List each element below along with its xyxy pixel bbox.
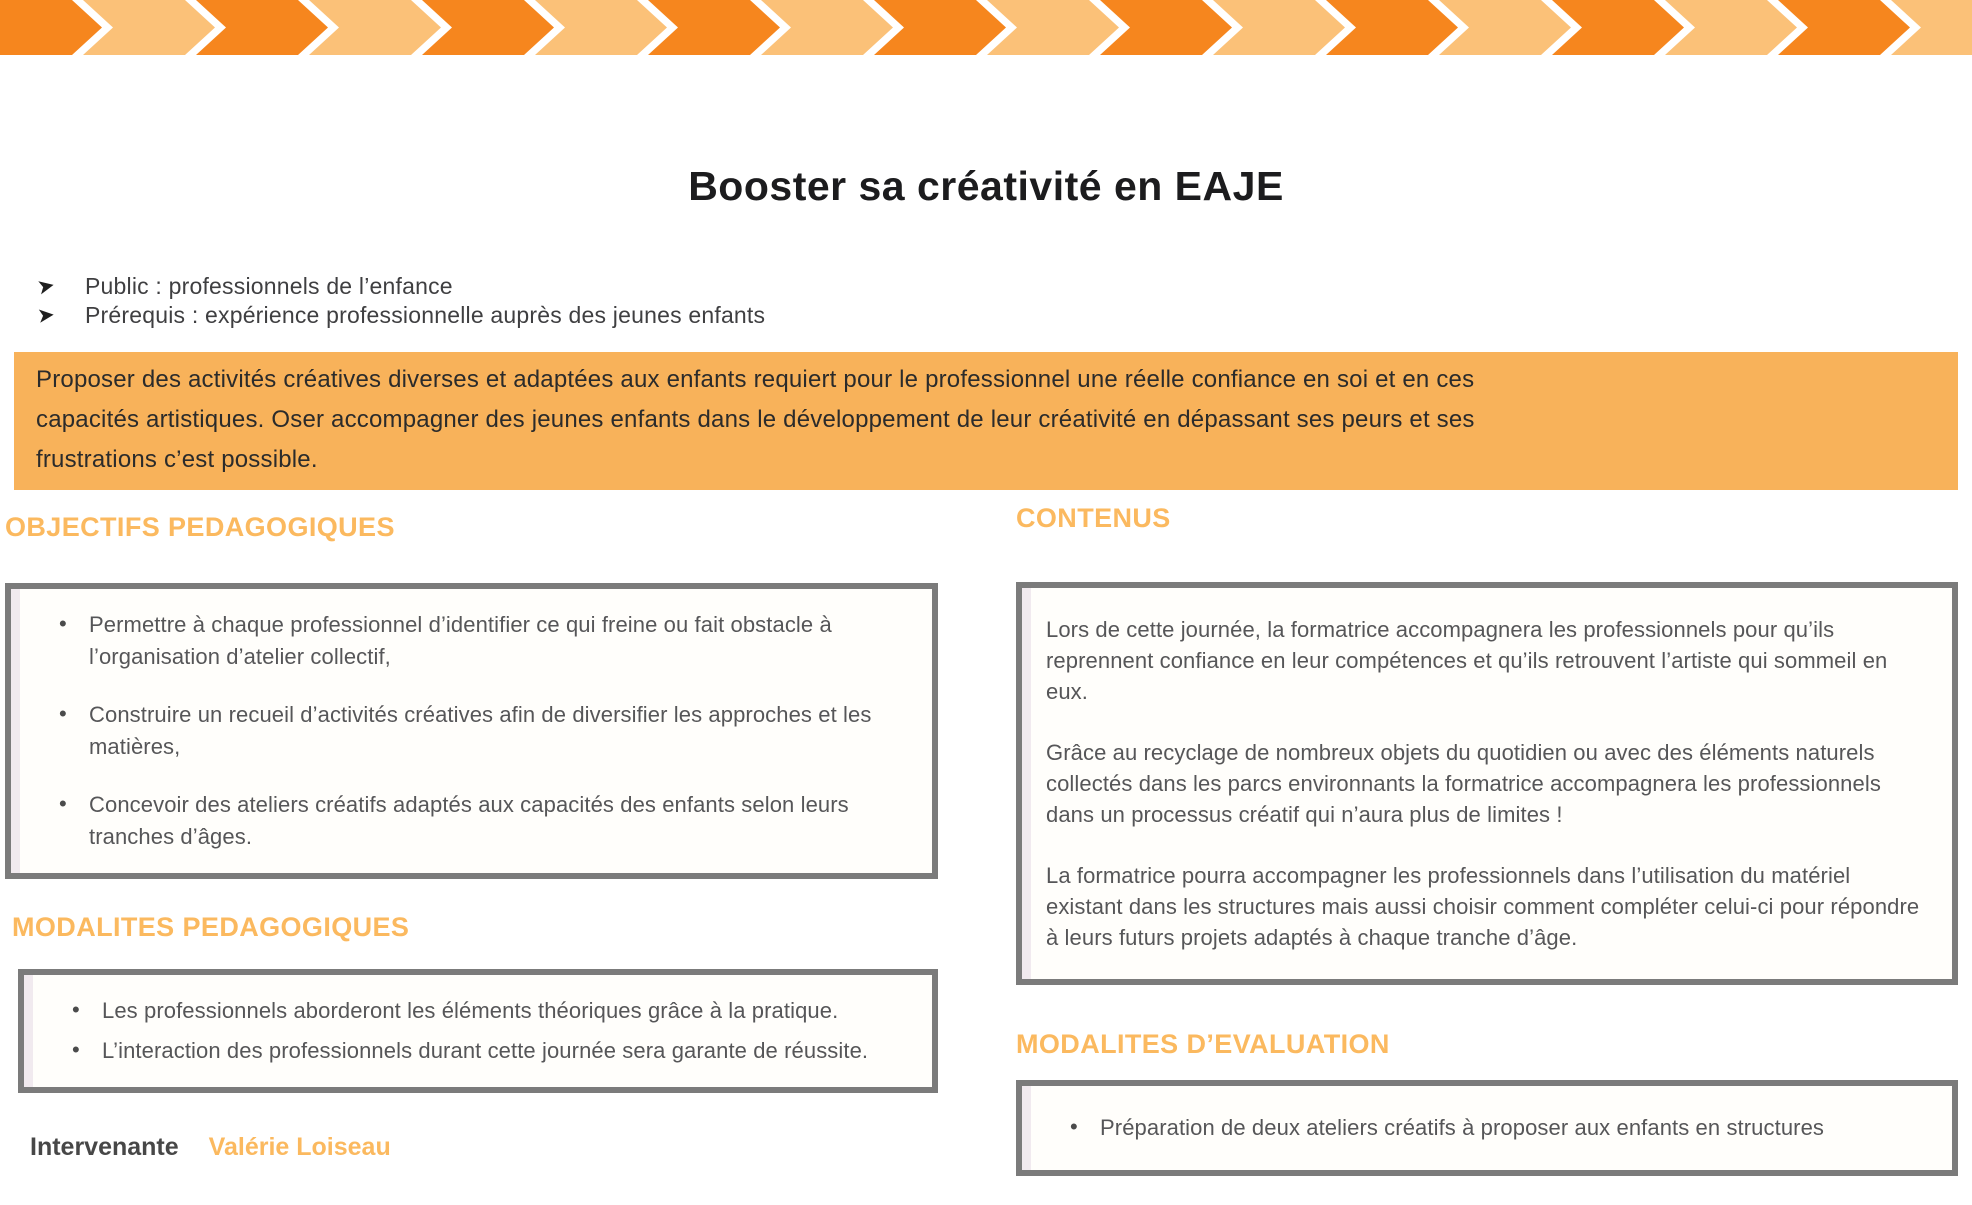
intro-line: Proposer des activités créatives diverses et adaptées aux enfants requiert pour le professionnel une réelle confiance en soi et en ces <box>36 366 1475 393</box>
chevron-icon <box>1778 0 1910 55</box>
intro-highlight <box>14 352 1958 490</box>
chevron-icon <box>648 0 780 55</box>
list-item <box>25 272 765 301</box>
chevron-icon <box>196 0 328 55</box>
modalites-list <box>48 995 912 1067</box>
evaluation-box <box>1016 1080 1958 1176</box>
list-item: • Construire un recueil d’activités créatives afin de diversifier les approches et les matières, <box>59 699 912 763</box>
chevron-icon <box>1100 0 1232 55</box>
chevron-icon <box>987 0 1119 55</box>
section-heading-contenus: CONTENUS <box>1016 503 1171 533</box>
arrow-icon: ➤ <box>36 303 56 328</box>
right-column <box>1016 503 1958 1176</box>
intervenante-label: Intervenante <box>30 1133 179 1161</box>
section-heading-modalites-pedagogiques: MODALITES PEDAGOGIQUES <box>12 912 410 942</box>
audience-prerequis: Prérequis : expérience professionnelle auprès des jeunes enfants <box>85 302 766 328</box>
evaluation-list <box>1046 1112 1932 1144</box>
chevron-icon <box>0 0 102 55</box>
list-item: • Concevoir des ateliers créatifs adaptés aux capacités des enfants selon leurs tranches d’âges. <box>59 789 912 853</box>
chevron-icon <box>83 0 215 55</box>
chevron-icon <box>874 0 1006 55</box>
chevron-icon <box>535 0 667 55</box>
arrow-icon: ➤ <box>34 273 57 300</box>
chevron-icon <box>1665 0 1797 55</box>
list-item: • Permettre à chaque professionnel d’identifier ce qui freine ou fait obstacle à l’organisation d’atelier collectif, <box>59 609 912 673</box>
audience-list <box>25 272 765 330</box>
objectifs-box <box>5 583 938 879</box>
left-column <box>5 512 938 1162</box>
chevron-icon <box>1213 0 1345 55</box>
chevron-icon <box>1552 0 1684 55</box>
chevron-icon <box>422 0 554 55</box>
objectifs-list <box>35 609 912 853</box>
chevron-icon <box>1439 0 1571 55</box>
list-item: • L’interaction des professionnels durant cette journée sera garante de réussite. <box>72 1035 912 1067</box>
contenus-paragraph: Lors de cette journée, la formatrice accompagnera les professionnels pour qu’ils reprennent confiance en leur compétences et qu’ils retrouvent l’artiste qui sommeil en eux. <box>1046 617 1888 704</box>
list-item <box>25 301 765 330</box>
modalites-pedagogiques-box <box>18 969 938 1093</box>
audience-public: Public : professionnels de l’enfance <box>85 273 453 299</box>
chevron-icon <box>1326 0 1458 55</box>
chevron-banner <box>0 0 1972 55</box>
contenus-box <box>1016 582 1958 985</box>
chevron-icon <box>761 0 893 55</box>
page-title: Booster sa créativité en EAJE <box>688 163 1284 209</box>
intervenante-name: Valérie Loiseau <box>208 1133 391 1161</box>
intro-line: capacités artistiques. Oser accompagner des jeunes enfants dans le développement de leur créativité en dépassant ses peurs et ses <box>36 406 1475 433</box>
contenus-paragraph: Grâce au recyclage de nombreux objets du quotidien ou avec des éléments naturels collectés dans les parcs environnants la formatrice accompagnera les professionnels dans un processus créatif qui n’aura plus de limites ! <box>1046 740 1881 827</box>
section-heading-objectifs: OBJECTIFS PEDAGOGIQUES <box>5 512 395 542</box>
chevron-icon <box>309 0 441 55</box>
list-item: • Les professionnels aborderont les éléments théoriques grâce à la pratique. <box>72 995 912 1027</box>
intro-line: frustrations c’est possible. <box>36 446 318 473</box>
list-item: • Préparation de deux ateliers créatifs à proposer aux enfants en structures <box>1070 1112 1932 1144</box>
contenus-paragraph: La formatrice pourra accompagner les professionnels dans l’utilisation du matériel existant dans les structures mais aussi choisir comment compléter celui-ci pour répondre à leurs futurs projets adaptés à chaque tranche d’âge. <box>1046 863 1920 950</box>
section-heading-evaluation: MODALITES D’EVALUATION <box>1016 1029 1390 1059</box>
intervenante-row <box>30 1133 938 1162</box>
